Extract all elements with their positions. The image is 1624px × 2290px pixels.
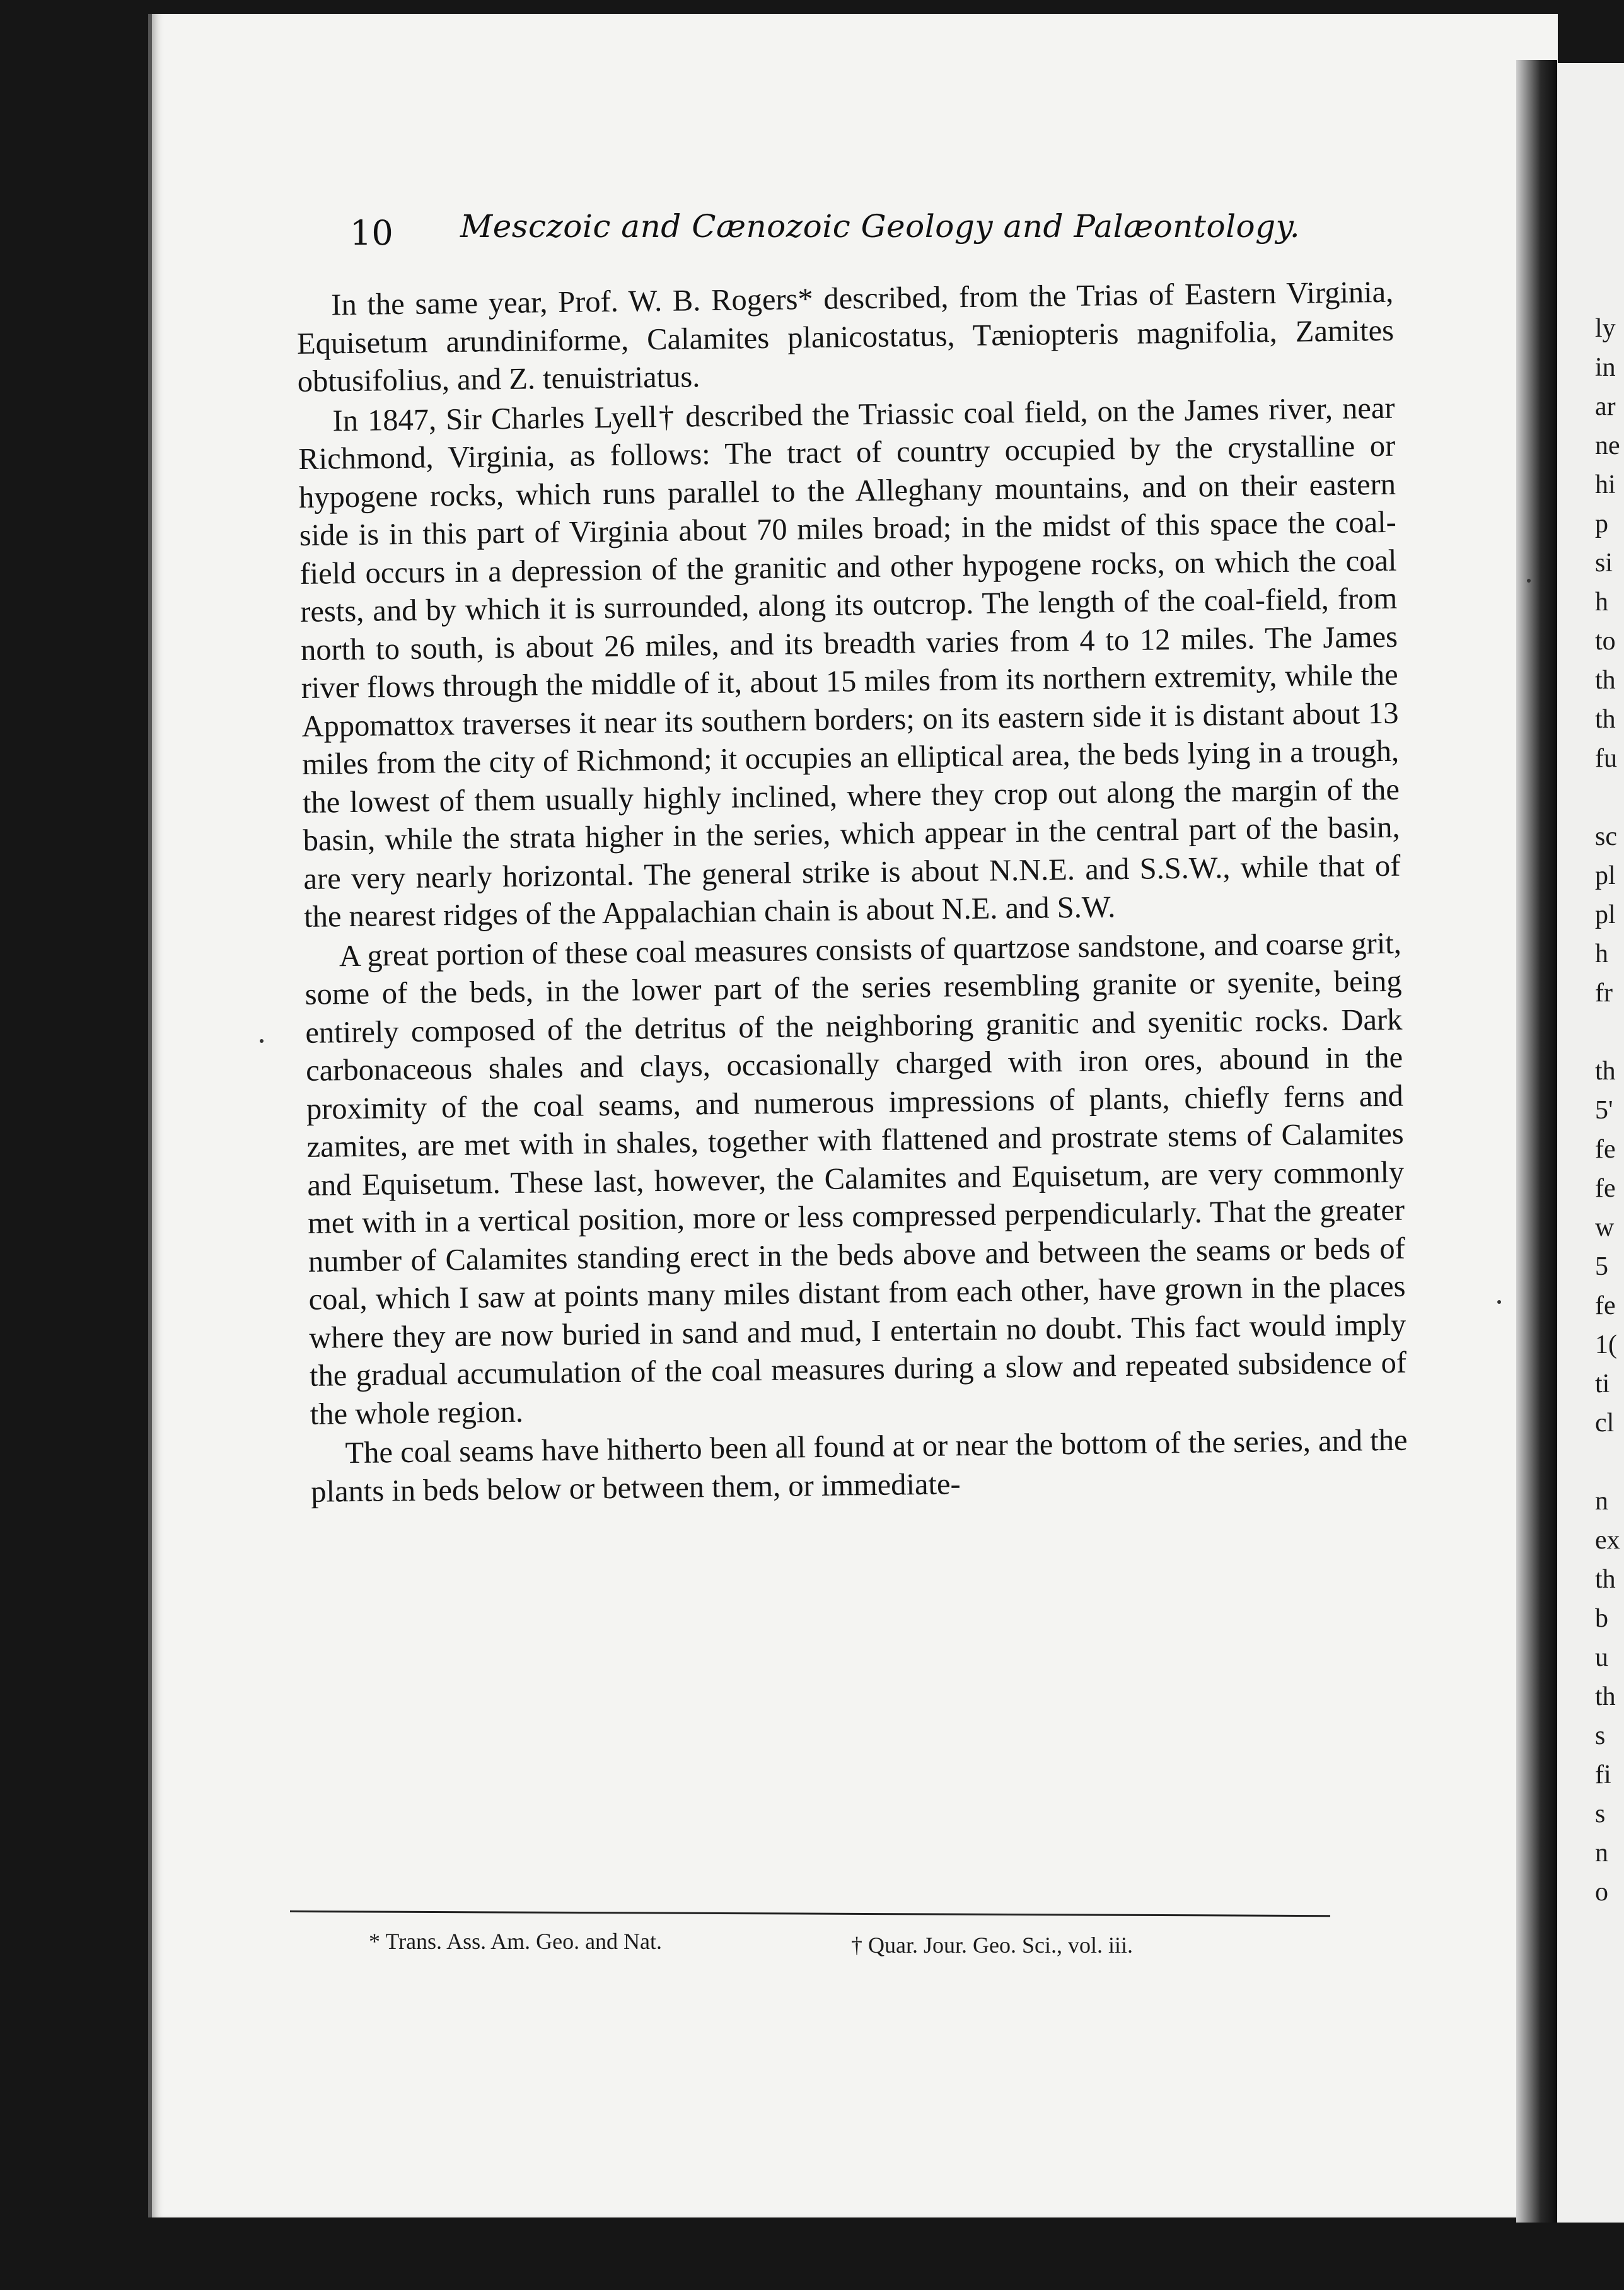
- facing-page-fragment: ne: [1595, 431, 1620, 460]
- facing-page-fragment: w: [1595, 1213, 1615, 1242]
- paragraph-rogers: In the same year, Prof. W. B. Rogers* described, from the Trias of Eastern Virginia, Equisetum arundiniforme, Calamites planicostatus, Tæniopteris magnifolia, Zamites obtusifolius, and Z. tenuistriatus.: [296, 275, 1395, 398]
- facing-page-fragment: p: [1595, 509, 1608, 538]
- facing-page-fragment: 5': [1595, 1096, 1613, 1125]
- facing-page-fragment: cl: [1595, 1409, 1615, 1438]
- facing-page-fragment: pl: [1595, 861, 1616, 890]
- page-gutter: [1516, 60, 1557, 2223]
- facing-page-fragment: ly: [1595, 314, 1616, 343]
- facing-page-fragment: b: [1595, 1604, 1608, 1633]
- facing-page-fragment: s: [1595, 1721, 1606, 1750]
- facing-page-fragment: [1595, 1443, 1624, 1482]
- footnotes: [369, 1928, 1264, 1966]
- facing-page-fragment: fi: [1595, 1760, 1611, 1789]
- body-text: [296, 274, 1408, 1511]
- footnote-lyell: † Quar. Jour. Geo. Sci., vol. iii.: [851, 1933, 1133, 1958]
- page-header: [350, 208, 1301, 259]
- facing-page-fragment: h: [1595, 939, 1608, 968]
- facing-page-fragment: fe: [1595, 1135, 1616, 1164]
- scan-speck: [260, 1039, 264, 1043]
- paragraph-coal-seams: The coal seams have hitherto been all found at or near the bottom of the series, and the plants in beds below or between them, or immediate-: [311, 1423, 1408, 1509]
- facing-page-fragment: sc: [1595, 822, 1617, 851]
- facing-page-fragment: pl: [1595, 900, 1616, 929]
- facing-page-fragment: th: [1595, 1565, 1616, 1594]
- facing-page-fragment: th: [1595, 705, 1616, 734]
- page-number: 10: [350, 213, 393, 253]
- paragraph-coal-measures: A great portion of these coal measures consists of quartzose sandstone, and coarse grit, some of the beds, in the lower part of the series resembling granite or syenite, being entirely composed of the detritus of the neighboring granitic and syenitic rocks. Dark carbonaceous shales and clays, occasionally charged with iron ores, abound in the proximity of the coal seams, and numerous impressions of plants, chiefly ferns and zamites, are met with in shales, together with flattened and prostrate stems of Calamites and Equisetum. These last, however, the Calamites and Equisetum, are very commonly met with in a vertical position, more or less compressed perpendicularly. That the greater number of Calamites standing erect in the beds above and between the seams or beds of coal, which I saw at points many miles distant from each other, have grown in the places where they are now buried in sand and mud, I entertain no doubt. This fact would imply the gradual accumulation of the coal measures during a slow and repeated subsidence of the whole region.: [304, 926, 1407, 1431]
- facing-page-fragment: fu: [1595, 744, 1617, 773]
- facing-page-fragment: h: [1595, 588, 1608, 617]
- facing-page-fragment: [1595, 778, 1624, 817]
- facing-page-fragment: ti: [1595, 1369, 1610, 1398]
- facing-page-fragment: fe: [1595, 1291, 1616, 1320]
- facing-page-fragment: o: [1595, 1878, 1608, 1907]
- facing-page-fragment: u: [1595, 1643, 1608, 1672]
- running-title: Mesczoic and Cænozoic Geology and Palæontology.: [460, 208, 1301, 245]
- facing-page-fragment: ex: [1595, 1526, 1620, 1555]
- facing-page-fragment: to: [1595, 627, 1616, 656]
- scan-speck: [1497, 1300, 1501, 1304]
- facing-page-fragment: fe: [1595, 1174, 1616, 1203]
- facing-page-fragment: th: [1595, 1057, 1616, 1086]
- facing-page-fragment: n: [1595, 1487, 1608, 1516]
- facing-page-text-fragments: [1595, 309, 1624, 1912]
- facing-page-fragment: si: [1595, 549, 1613, 578]
- facing-page-fragment: th: [1595, 1682, 1616, 1711]
- facing-page-fragment: n: [1595, 1839, 1608, 1868]
- facing-page-fragment: [1595, 1013, 1624, 1052]
- facing-page-fragment: 5: [1595, 1252, 1608, 1281]
- facing-page-fragment: in: [1595, 353, 1616, 382]
- facing-page-fragment: fr: [1595, 979, 1613, 1008]
- footnote-rogers: * Trans. Ass. Am. Geo. and Nat.: [369, 1929, 663, 1954]
- facing-page-fragment: th: [1595, 666, 1616, 695]
- paragraph-lyell: In 1847, Sir Charles Lyell† described the Triassic coal field, on the James river, near Richmond, Virginia, as follows: The tract of country occupied by the crystalline or hypogene rocks, which runs parallel to the Alleghany mountains, and on their eastern side is in this part of Virginia about 70 miles broad; in the midst of this space the coal-field occurs in a depression of the granitic and other hypogene rocks, on which the coal rests, and by which it is surrounded, along its outcrop. The length of the coal-field, from north to south, is about 26 miles, and its breadth varies from 4 to 12 miles. The James river flows through the middle of it, about 15 miles from its northern extremity, while the Appomattox traverses it near its southern borders; on its eastern side it is distant about 13 miles from the city of Richmond; it occupies an elliptical area, the beds lying in a trough, the lowest of them usually highly inclined, where they crop out along the margin of the basin, while the strata higher in the series, which appear in the central part of the basin, are very nearly horizontal. The general strike is about N.N.E. and S.S.W., while that of the nearest ridges of the Appalachian chain is about N.E. and S.W.: [298, 391, 1401, 934]
- facing-page-fragment: hi: [1595, 470, 1616, 499]
- scan-speck: [1527, 579, 1531, 583]
- facing-page-fragment: s: [1595, 1799, 1606, 1828]
- facing-page-fragment: 1(: [1595, 1330, 1617, 1359]
- facing-page-fragment: ar: [1595, 392, 1616, 421]
